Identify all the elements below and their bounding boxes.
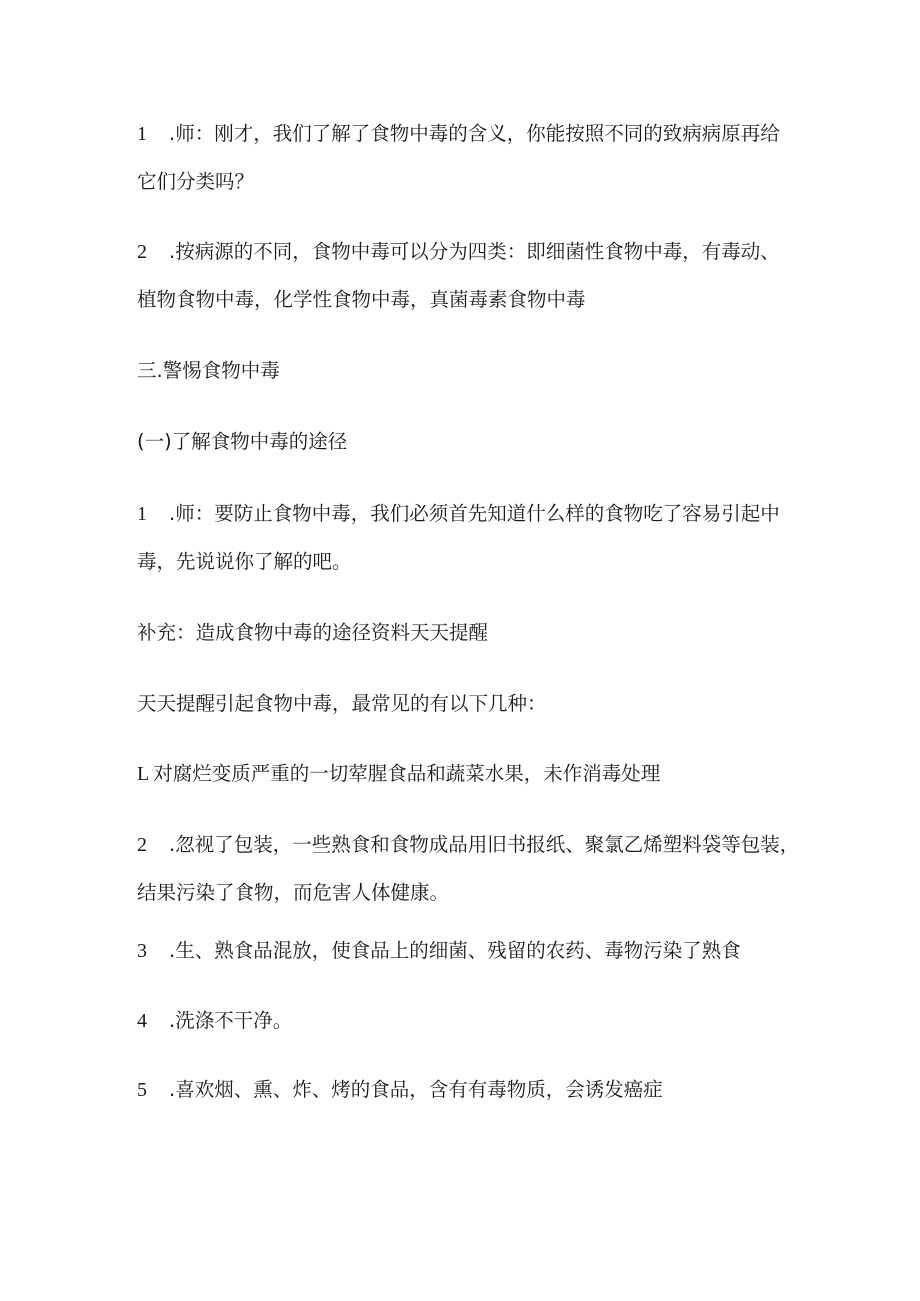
item-1-line [137,762,660,786]
item-3-line [137,939,741,963]
paragraph-text: .师：刚才，我们了解了食物中毒的含义，你能按照不同的致病病原再给 [169,122,780,145]
paragraph-text: 结果污染了食物，而危害人体健康。 [137,881,450,904]
heading-text: (一)了解食物中毒的途径 [137,430,348,453]
paragraph-text: .师：要防止食物中毒，我们必须首先知道什么样的食物吃了容易引起中 [169,502,780,525]
paragraph-text: .喜欢烟、熏、炸、烤的食品，含有有毒物质，会诱发癌症 [169,1078,663,1101]
paragraph-1-line-2 [137,170,254,194]
intro-line [137,692,547,716]
list-number: 3 [137,940,147,962]
paragraph-text: 对腐烂变质严重的一切荤腥食品和蔬菜水果，未作消毒处理 [153,762,661,785]
list-number: 4 [137,1010,147,1032]
paragraph-text: 它们分类吗？ [137,170,255,193]
list-number: 1 [137,123,147,145]
subsection-heading [137,430,347,454]
paragraph-text: .按病源的不同，食物中毒可以分为四类：即细菌性食物中毒，有毒动、 [169,240,780,263]
item-2-line-2 [137,881,449,905]
paragraph-3-line-2 [137,550,352,574]
item-2-line-1 [137,833,799,857]
paragraph-text: .洗涤不干净。 [169,1009,293,1032]
item-4-line [137,1009,292,1033]
paragraph-2-line-2 [137,288,586,312]
paragraph-text: .忽视了包装，一些熟食和食物成品用旧书报纸、聚氯乙烯塑料袋等包装， [169,833,800,856]
list-number: 1 [137,503,147,525]
list-number: 2 [137,834,147,856]
paragraph-text: 天天提醒引起食物中毒，最常见的有以下几种： [137,692,547,715]
paragraph-text: .生、熟食品混放，使食品上的细菌、残留的农药、毒物污染了熟食 [169,939,741,962]
section-heading [137,359,280,383]
list-number: 2 [137,241,147,263]
heading-text: 三.警惕食物中毒 [137,359,280,382]
paragraph-1-line-1 [137,122,780,146]
item-5-line [137,1078,663,1102]
list-number: 5 [137,1079,147,1101]
paragraph-2-line-1 [137,240,780,264]
list-number: L [137,763,150,785]
paragraph-3-line-1 [137,502,780,526]
paragraph-text: 毒，先说说你了解的吧。 [137,550,352,573]
supplement-line [137,621,488,645]
paragraph-text: 植物食物中毒，化学性食物中毒，真菌毒素食物中毒 [137,288,586,311]
paragraph-text: 补充：造成食物中毒的途径资料天天提醒 [137,621,489,644]
